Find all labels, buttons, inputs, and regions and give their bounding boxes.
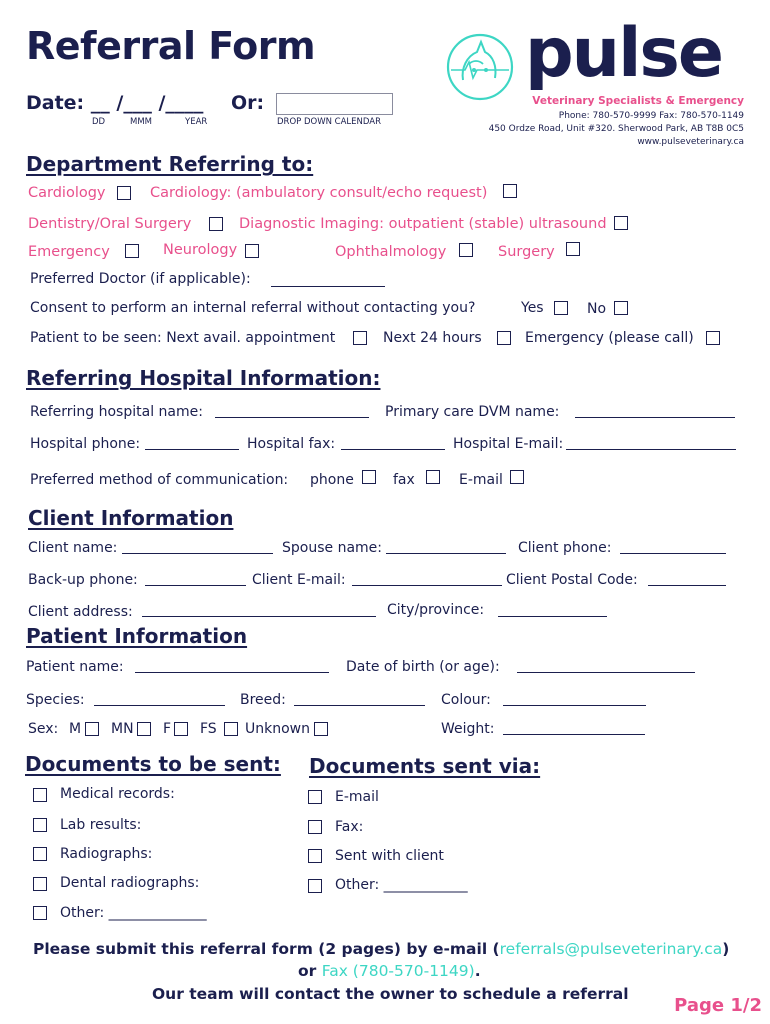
via-other-label: Other: ____________ [335,877,468,893]
patient-name-label: Patient name: [26,659,124,675]
submit-text: Please submit this referral form (2 pages) by e-mail ( [33,940,500,958]
cardiology-amb-checkbox[interactable] [503,184,517,198]
lab-results-checkbox[interactable] [33,818,47,832]
client-phone-label: Client phone: [518,540,612,556]
consent-no-checkbox[interactable] [614,301,628,315]
diag-imaging-label: Diagnostic Imaging: outpatient (stable) ultrasound [239,216,607,232]
or-label: Or: [231,92,265,114]
consent-no-label: No [587,301,607,317]
emergency-checkbox[interactable] [125,244,139,258]
year-hint: YEAR [185,117,208,127]
preferred-comm-label: Preferred method of communication: [30,472,289,488]
via-email-checkbox[interactable] [308,790,322,804]
next-24-checkbox[interactable] [497,331,511,345]
submit-fax-line [298,962,481,980]
page-title: Referral Form [26,24,316,68]
date-label: Date: __ /___ /____ [26,92,204,114]
client-heading: Client Information [28,506,234,530]
via-fax-checkbox[interactable] [308,820,322,834]
preferred-doctor-field[interactable] [271,286,385,287]
city-field[interactable] [498,616,607,617]
referring-hospital-heading: Referring Hospital Information: [26,366,381,390]
brand-website: www.pulseveterinary.ca [637,137,744,147]
other-docs-checkbox[interactable] [33,906,47,920]
sex-m-checkbox[interactable] [85,722,99,736]
medical-records-checkbox[interactable] [33,788,47,802]
dob-field[interactable] [517,672,695,673]
sex-fs-label: FS [200,721,217,737]
sex-unknown-checkbox[interactable] [314,722,328,736]
referral-email-link[interactable]: referrals@pulseveterinary.ca [499,940,723,958]
comm-email-checkbox[interactable] [510,470,524,484]
page-number: Page 1/2 [674,995,762,1016]
medical-records-label: Medical records: [60,786,175,802]
patient-seen-label: Patient to be seen: Next avail. appointment [30,330,336,346]
colour-label: Colour: [441,692,491,708]
pulse-logo-text: pulse [525,14,722,93]
next-avail-checkbox[interactable] [353,331,367,345]
dd-hint: DD [92,117,106,127]
hospital-fax-field[interactable] [341,449,445,450]
patient-name-field[interactable] [135,672,329,673]
client-phone-field[interactable] [620,553,726,554]
client-email-field[interactable] [352,585,502,586]
weight-field[interactable] [503,734,645,735]
neurology-checkbox[interactable] [245,244,259,258]
department-heading: Department Referring to: [26,152,314,176]
sex-f-checkbox[interactable] [174,722,188,736]
spouse-name-field[interactable] [386,553,506,554]
via-client-checkbox[interactable] [308,849,322,863]
other-docs-label: Other: ______________ [60,905,207,921]
backup-phone-label: Back-up phone: [28,572,138,588]
sex-unknown-label: Unknown [245,721,310,737]
via-fax-label: Fax: [335,819,364,835]
client-address-field[interactable] [142,616,376,617]
comm-phone-checkbox[interactable] [362,470,376,484]
consent-label: Consent to perform an internal referral without contacting you? [30,300,476,316]
date-dropdown-field[interactable] [276,93,393,115]
documents-via-heading: Documents sent via: [309,754,541,778]
brand-address: 450 Ordze Road, Unit #320. Sherwood Park, AB T8B 0C5 [488,124,744,134]
colour-field[interactable] [503,705,646,706]
hospital-fax-label: Hospital fax: [247,436,336,452]
sex-mn-label: MN [111,721,134,737]
ophthalmology-label: Ophthalmology [335,244,447,260]
or-text: or [298,962,317,980]
patient-heading: Patient Information [26,624,248,648]
client-address-label: Client address: [28,604,133,620]
postal-code-label: Client Postal Code: [506,572,638,588]
dental-radiographs-checkbox[interactable] [33,877,47,891]
comm-fax-label: fax [393,472,415,488]
lab-results-label: Lab results: [60,817,142,833]
sex-f-label: F [163,721,172,737]
via-other-checkbox[interactable] [308,879,322,893]
weight-label: Weight: [441,721,495,737]
close-paren: ) [722,940,730,958]
diag-imaging-checkbox[interactable] [614,216,628,230]
hospital-email-label: Hospital E-mail: [453,436,564,452]
ophthalmology-checkbox[interactable] [459,243,473,257]
radiographs-label: Radiographs: [60,846,153,862]
spouse-name-label: Spouse name: [282,540,382,556]
comm-phone-label: phone [310,472,354,488]
cardiology-amb-label: Cardiology: (ambulatory consult/echo request) [150,185,488,201]
consent-yes-label: Yes [521,300,544,316]
dob-label: Date of birth (or age): [346,659,500,675]
contact-note: Our team will contact the owner to schedule a referral [152,985,629,1003]
brand-tagline: Veterinary Specialists & Emergency [532,95,744,107]
surgery-label: Surgery [498,244,555,260]
emergency-call-label: Emergency (please call) [525,330,694,346]
submit-instructions [33,940,729,958]
via-client-label: Sent with client [335,848,444,864]
radiographs-checkbox[interactable] [33,847,47,861]
client-name-field[interactable] [122,553,273,554]
client-email-label: Client E-mail: [252,572,346,588]
sex-fs-checkbox[interactable] [224,722,238,736]
dentistry-label: Dentistry/Oral Surgery [28,216,192,232]
via-email-label: E-mail [335,789,379,805]
species-field[interactable] [94,705,225,706]
dropdown-calendar-hint: DROP DOWN CALENDAR [277,117,382,127]
period-text: . [474,962,481,980]
breed-field[interactable] [294,705,425,706]
documents-sent-heading: Documents to be sent: [25,752,281,776]
sex-mn-checkbox[interactable] [137,722,151,736]
species-label: Species: [26,692,85,708]
hospital-phone-field[interactable] [145,449,239,450]
comm-fax-checkbox[interactable] [426,470,440,484]
hospital-email-field[interactable] [566,449,736,450]
next-24-label: Next 24 hours [383,330,482,346]
pulse-logo-icon [443,30,517,104]
city-label: City/province: [387,602,485,618]
dental-radiographs-label: Dental radiographs: [60,875,200,891]
cardiology-checkbox[interactable] [117,186,131,200]
hospital-name-label: Referring hospital name: [30,404,203,420]
dentistry-checkbox[interactable] [209,217,223,231]
breed-label: Breed: [240,692,286,708]
preferred-doctor-label: Preferred Doctor (if applicable): [30,271,251,287]
surgery-checkbox[interactable] [566,242,580,256]
primary-dvm-label: Primary care DVM name: [385,404,560,420]
sex-m-label: M [69,721,82,737]
client-name-label: Client name: [28,540,118,556]
emergency-call-checkbox[interactable] [706,331,720,345]
neurology-label: Neurology [163,242,238,258]
backup-phone-field[interactable] [145,585,246,586]
cardiology-label: Cardiology [28,185,106,201]
postal-code-field[interactable] [648,585,726,586]
comm-email-label: E-mail [459,472,503,488]
fax-link[interactable]: Fax (780-570-1149) [321,962,475,980]
sex-label: Sex: [28,721,59,737]
mmm-hint: MMM [130,117,153,127]
consent-yes-checkbox[interactable] [554,301,568,315]
hospital-phone-label: Hospital phone: [30,436,141,452]
hospital-name-field[interactable] [215,417,369,418]
brand-phone-fax: Phone: 780-570-9999 Fax: 780-570-1149 [558,111,744,121]
primary-dvm-field[interactable] [575,417,735,418]
emergency-label: Emergency [28,244,110,260]
